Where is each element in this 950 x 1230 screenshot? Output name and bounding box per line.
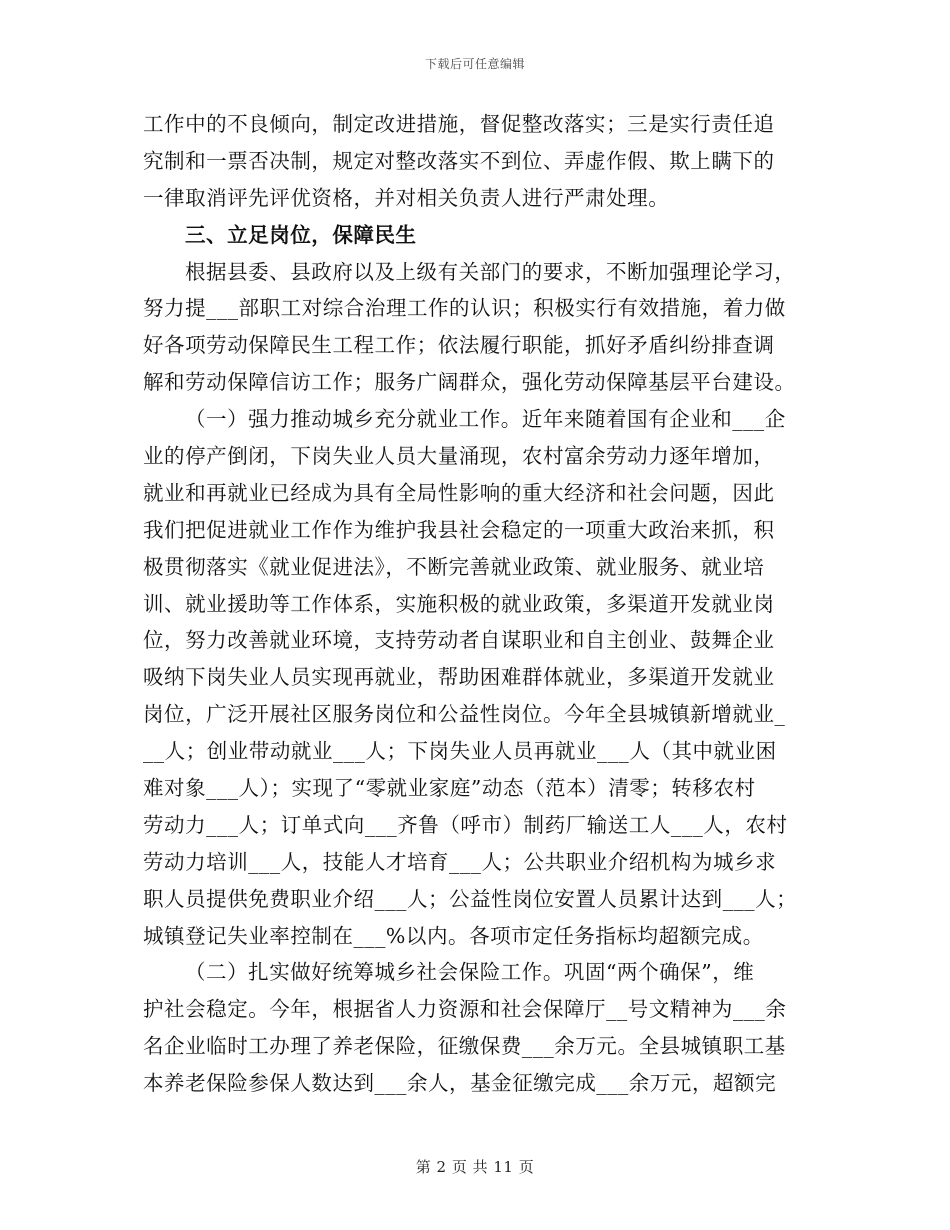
subsection-line: （二）扎实做好统筹城乡社会保险工作。巩固“两个确保”，维 [185,960,755,985]
paragraph-line: 难对象___人）；实现了“零就业家庭”动态（范本）清零；转移农村 [143,776,756,801]
paragraph-line: 本养老保险参保人数达到___余人，基金征缴完成___余万元，超额完 [143,1071,777,1096]
paragraph-line: 名企业临时工办理了养老保险，征缴保费___余万元。全县城镇职工基 [143,1034,786,1059]
subsection-line: （一）强力推动城乡充分就业工作。近年来随着国有企业和___企 [185,407,786,432]
body-text [143,106,811,1102]
paragraph-line: 劳动力___人；订单式向___齐鲁（呼市）制药厂输送工人___人，农村 [143,812,788,837]
paragraph-line: 城镇登记失业率控制在___%以内。各项市定任务指标均超额完成。 [143,923,764,948]
paragraph-line: 劳动力培训___人，技能人才培育___人；公共职业介绍机构为城乡求 [143,849,777,874]
paragraph-line: 护社会稳定。今年，根据省人力资源和社会保障厅__号文精神为___余 [143,997,787,1022]
paragraph-line: __人；创业带动就业___人；下岗失业人员再就业___人（其中就业困 [143,739,777,764]
page-header-note: 下载后可任意编辑 [424,57,525,71]
paragraph-line: 努力提___部职工对综合治理工作的认识；积极实行有效措施，着力做 [143,296,786,321]
section-heading: 三、立足岗位，保障民生 [185,222,417,247]
paragraph-line: 我们把促进就业工作作为维护我县社会稳定的一项重大政治来抓，积 [143,517,775,542]
paragraph-line: 职人员提供免费职业介绍___人；公益性岗位安置人员累计达到___人； [143,886,798,911]
paragraph-line: 位，努力改善就业环境，支持劳动者自谋职业和自主创业、鼓舞企业 [143,628,775,653]
paragraph-line: 解和劳动保障信访工作；服务广阔群众，强化劳动保障基层平台建设。 [143,370,796,395]
paragraph-line: 工作中的不良倾向，制定改进措施，督促整改落实；三是实行责任追 [143,112,775,136]
paragraph-line: 吸纳下岗失业人员实现再就业，帮助困难群体就业，多渠道开发就业 [143,665,775,690]
paragraph-line: 根据县委、县政府以及上级有关部门的要求，不断加强理论学习， [185,259,796,284]
paragraph-line: 就业和再就业已经成为具有全局性影响的重大经济和社会问题，因此 [143,480,775,505]
paragraph-line: 好各项劳动保障民生工程工作；依法履行职能，抓好矛盾纠纷排查调 [143,333,775,358]
paragraph-line: 究制和一票否决制，规定对整改落实不到位、弄虚作假、欺上瞒下的 [143,148,775,173]
paragraph-line: 极贯彻落实《就业促进法》，不断完善就业政策、就业服务、就业培 [143,554,765,579]
page-number: 第 2 页 共 11 页 [415,1158,535,1176]
paragraph-line: 岗位，广泛开展社区服务岗位和公益性岗位。今年全县城镇新增就业_ [143,702,786,727]
paragraph-line: 业的停产倒闭，下岗失业人员大量涌现，农村富余劳动力逐年增加， [143,444,775,469]
paragraph-line: 一律取消评先评优资格，并对相关负责人进行严肃处理。 [143,185,670,210]
paragraph-line: 训、就业援助等工作体系，实施积极的就业政策，多渠道开发就业岗 [143,591,775,616]
